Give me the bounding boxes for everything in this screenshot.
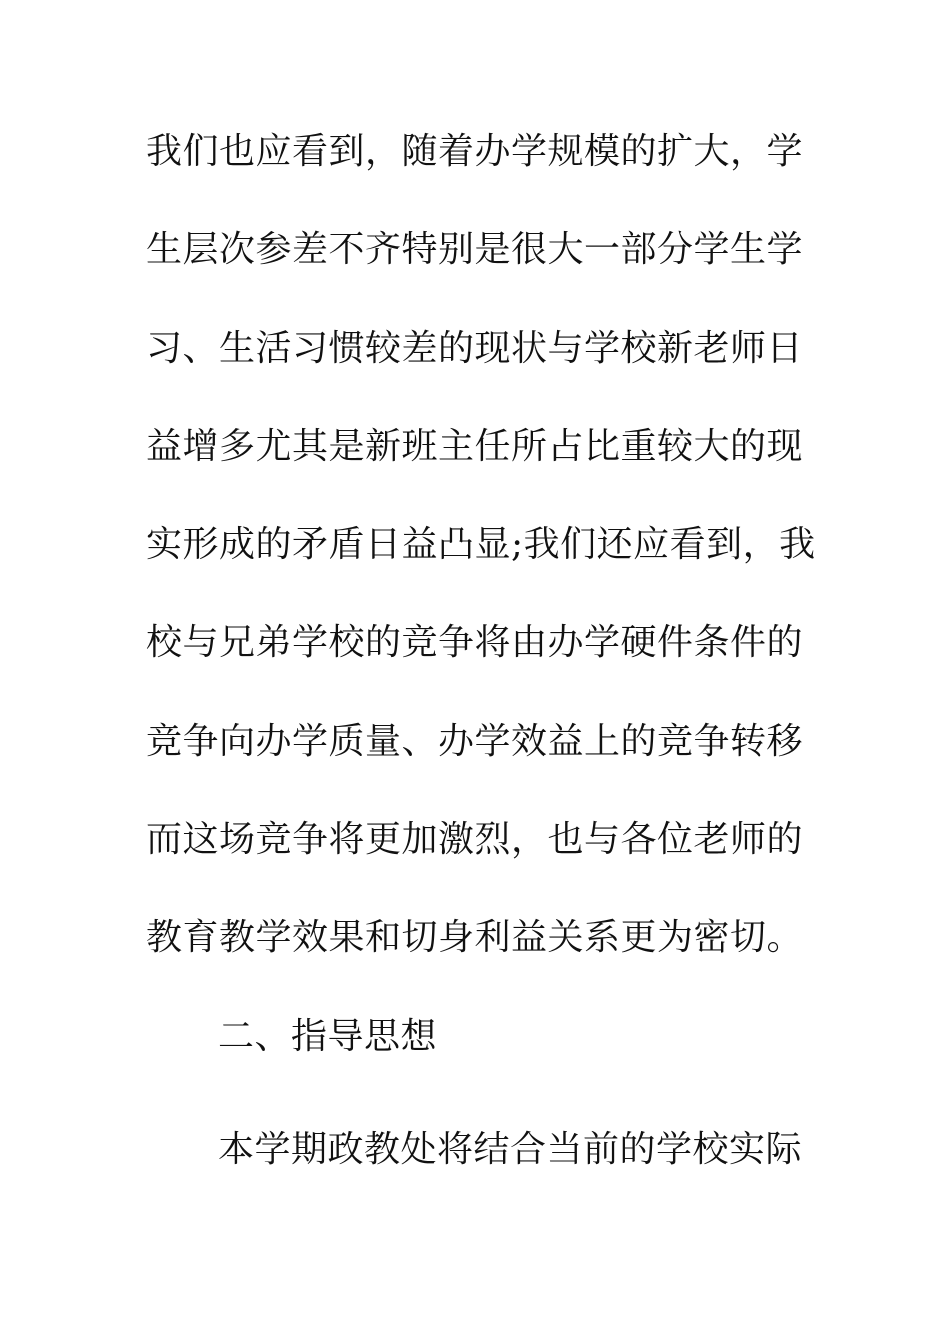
section-heading: 二、指导思想 [218,1016,438,1057]
body-text-line: 益增多尤其是新班主任所占比重较大的现 [146,426,804,467]
body-text-line: 教育教学效果和切身利益关系更为密切。 [146,917,804,958]
body-text-line: 习、生活习惯较差的现状与学校新老师日 [146,328,804,369]
body-text-line: 生层次参差不齐特别是很大一部分学生学 [146,229,804,270]
body-text-line: 校与兄弟学校的竞争将由办学硬件条件的 [146,622,804,663]
body-text-line: 实形成的矛盾日益凸显;我们还应看到，我 [146,524,816,565]
body-text-line: 我们也应看到，随着办学规模的扩大，学 [146,131,804,172]
paragraph-start-line: 本学期政教处将结合当前的学校实际 [218,1129,803,1170]
body-text-line: 而这场竞争将更加激烈，也与各位老师的 [146,819,804,860]
body-text-line: 竞争向办学质量、办学效益上的竞争转移 [146,721,804,762]
